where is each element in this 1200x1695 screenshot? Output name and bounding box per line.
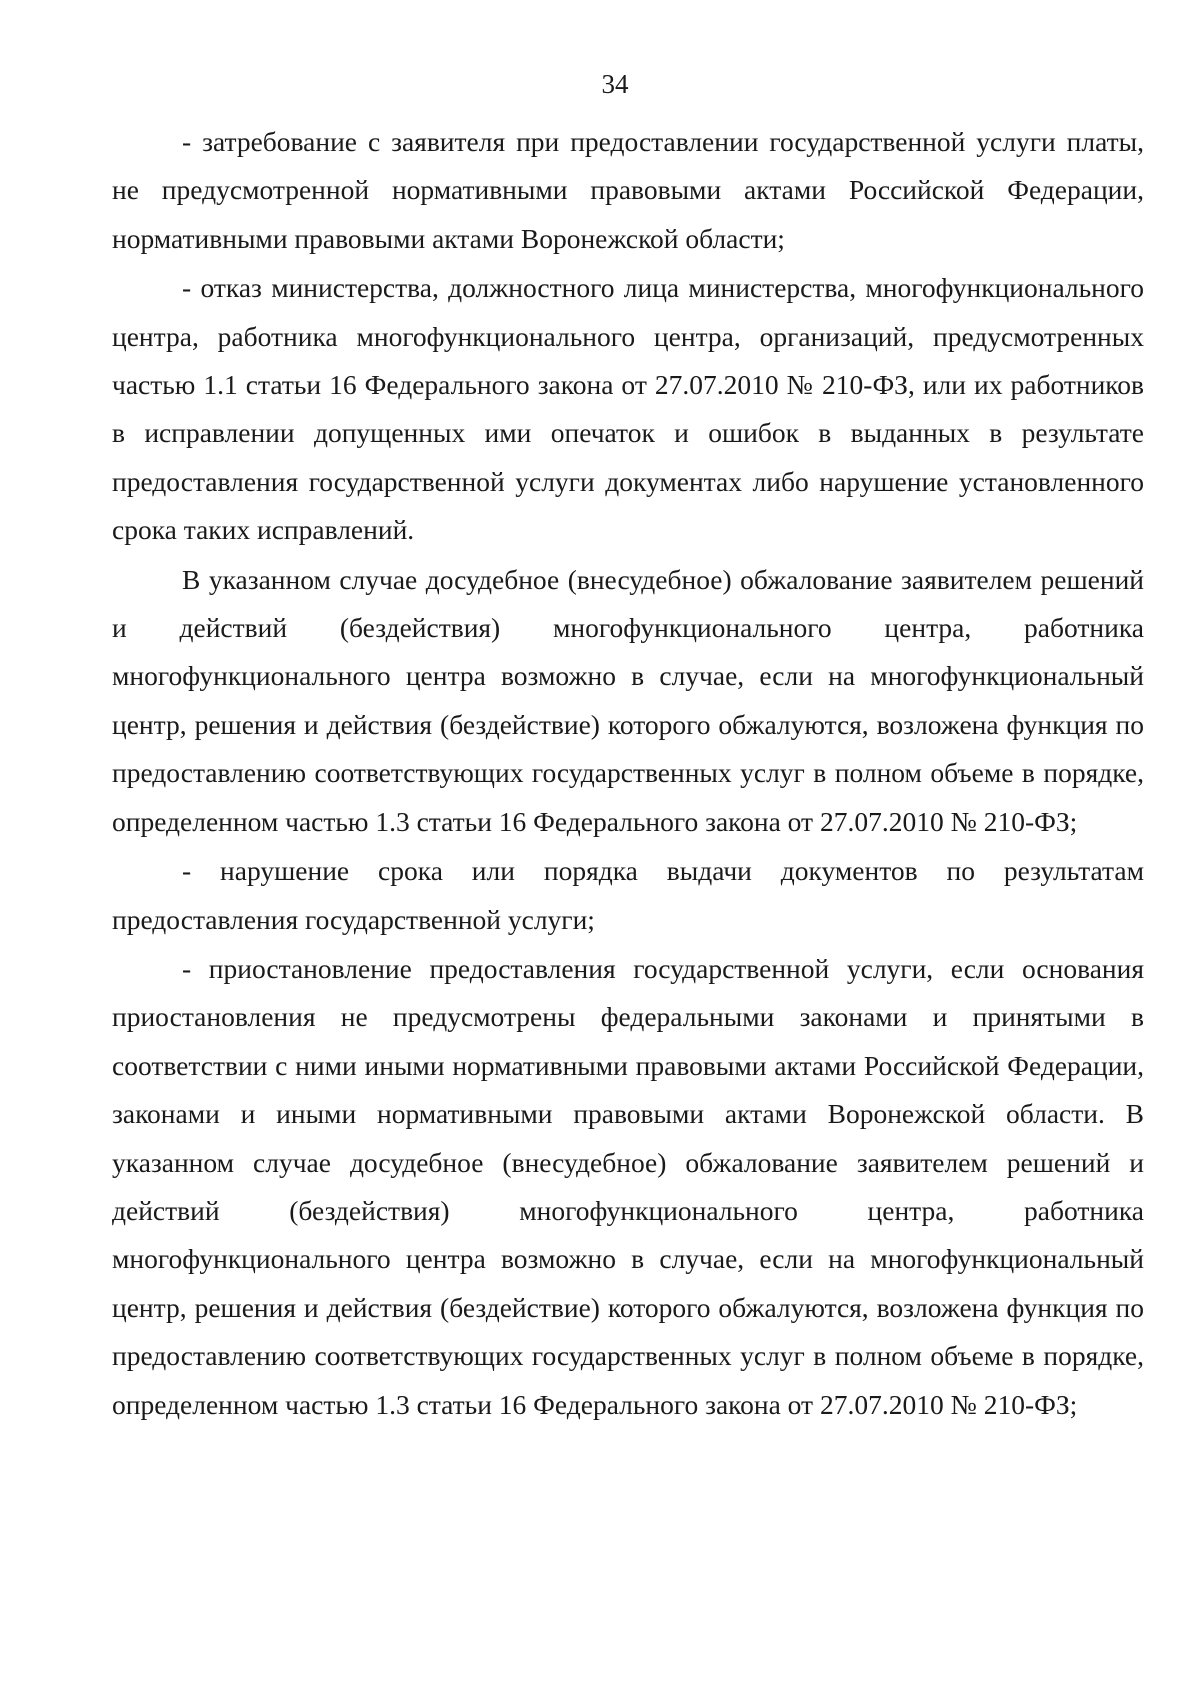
page-number: 34 — [601, 69, 629, 99]
paragraph-suspension: - приостановление предоставления государственной услуги, если основания приостановления не предусмотрены федеральными законами и принятыми в соответствии с ними иными нормативными правовыми актами Российской Федерации, законами и иными нормативными правовыми актами Воронежской области. В указанном случае досудебное (внесудебное) обжалование заявителем решений и действий (бездействия) многофункционального центра, работника многофункционального центра возможно в случае, если на многофункциональный центр, решения и действия (бездействие) которого обжалуются, возложена функция по предоставлению соответствующих государственных услуг в полном объеме в порядке, определенном частью 1.3 статьи 16 Федерального закона от 27.07.2010 № 210-ФЗ; — [112, 952, 1144, 1420]
paragraph-deadline-violation: - нарушение срока или порядка выдачи документов по результатам предоставления государственной услуги; — [112, 855, 1144, 935]
paragraph-refusal-corrections: - отказ министерства, должностного лица министерства, многофункционального центра, работника многофункционального центра, организаций, предусмотренных частью 1.1 статьи 16 Федерального закона от 27.07.2010 № 210-ФЗ, или их работников в исправлении допущенных ими опечаток и ошибок в выданных в результате предоставления государственной услуги документах либо нарушение установленного срока таких исправлений. — [112, 272, 1144, 546]
paragraph-fee-demand: - затребование с заявителя при предоставлении государственной услуги платы, не предусмотренной нормативными правовыми актами Российской Федерации, нормативными правовыми актами Воронежской области; — [112, 126, 1144, 254]
document-body — [112, 118, 1144, 1430]
paragraph-appeal-conditions: В указанном случае досудебное (внесудебное) обжалование заявителем решений и действий (бездействия) многофункционального центра, работника многофункционального центра возможно в случае, если на многофункциональный центр, решения и действия (бездействие) которого обжалуются, возложена функция по предоставлению соответствующих государственных услуг в полном объеме в порядке, определенном частью 1.3 статьи 16 Федерального закона от 27.07.2010 № 210-ФЗ; — [112, 563, 1144, 837]
